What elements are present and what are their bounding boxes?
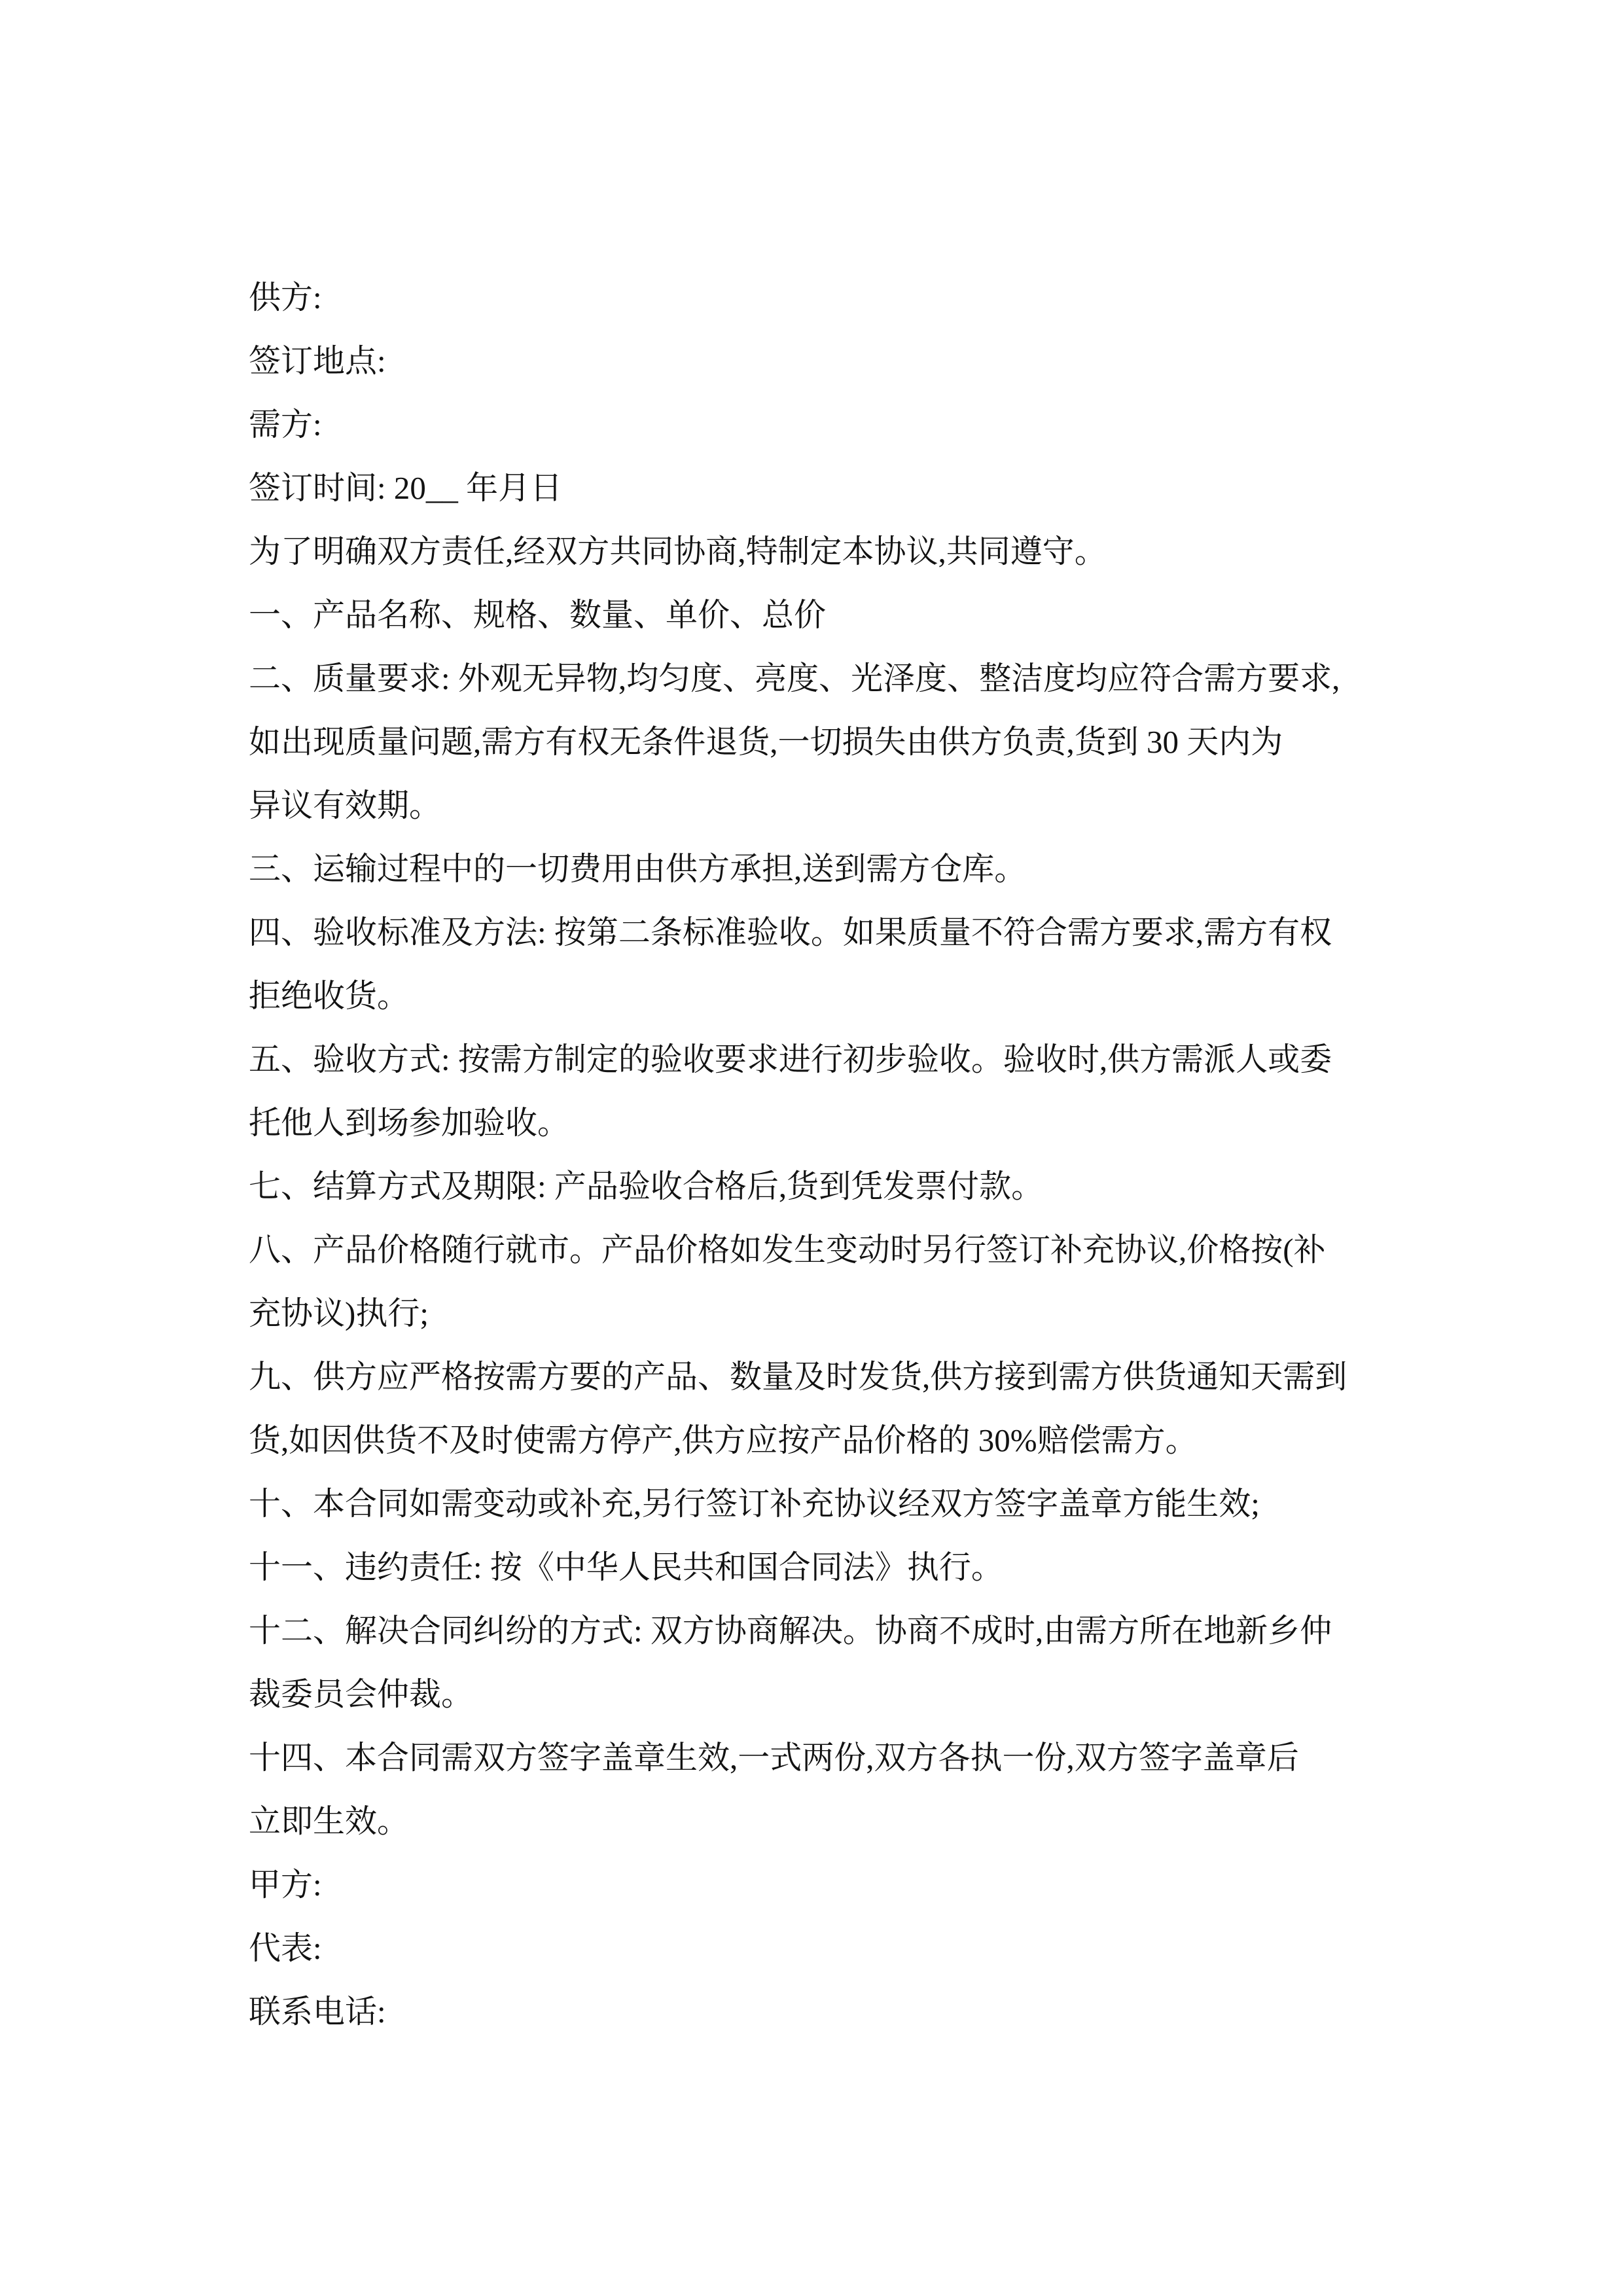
text-line: 需方: <box>249 406 322 442</box>
text-line: 联系电话: <box>249 1994 386 2030</box>
text-line: 甲方: <box>249 1867 322 1903</box>
text-line: 十一、违约责任: 按《中华人民共和国合同法》执行。 <box>249 1549 1003 1585</box>
text-line: 货,如因供货不及时使需方停产,供方应按产品价格的 30%赔偿需方。 <box>249 1422 1198 1458</box>
text-line: 十二、解决合同纠纷的方式: 双方协商解决。协商不成时,由需方所在地新乡仲 <box>249 1613 1332 1649</box>
text-line: 供方: <box>249 279 322 315</box>
document-body <box>249 266 1420 2043</box>
text-line: 充协议)执行; <box>249 1295 429 1331</box>
text-line: 一、产品名称、规格、数量、单价、总价 <box>249 597 827 633</box>
text-line: 五、验收方式: 按需方制定的验收要求进行初步验收。验收时,供方需派人或委 <box>249 1041 1332 1077</box>
text-line: 八、产品价格随行就市。产品价格如发生变动时另行签订补充协议,价格按(补 <box>249 1232 1326 1268</box>
text-line: 代表: <box>249 1930 322 1966</box>
text-line: 三、运输过程中的一切费用由供方承担,送到需方仓库。 <box>249 851 1027 887</box>
text-line: 裁委员会仲裁。 <box>249 1676 474 1712</box>
text-line: 七、结算方式及期限: 产品验收合格后,货到凭发票付款。 <box>249 1168 1044 1204</box>
text-line: 如出现质量问题,需方有权无条件退货,一切损失由供方负责,货到 30 天内为 <box>249 724 1283 760</box>
text-line: 拒绝收货。 <box>249 978 410 1014</box>
text-line: 异议有效期。 <box>249 787 442 823</box>
text-line: 托他人到场参加验收。 <box>249 1105 570 1141</box>
text-line: 二、质量要求: 外观无异物,均匀度、亮度、光泽度、整洁度均应符合需方要求, <box>249 660 1340 696</box>
text-line: 四、验收标准及方法: 按第二条标准验收。如果质量不符合需方要求,需方有权 <box>249 914 1332 950</box>
text-line: 为了明确双方责任,经双方共同协商,特制定本协议,共同遵守。 <box>249 533 1107 569</box>
text-line: 签订地点: <box>249 343 386 379</box>
text-line: 立即生效。 <box>249 1803 410 1839</box>
text-line: 十四、本合同需双方签字盖章生效,一式两份,双方各执一份,双方签字盖章后 <box>249 1740 1299 1776</box>
text-line: 十、本合同如需变动或补充,另行签订补充协议经双方签字盖章方能生效; <box>249 1486 1260 1522</box>
text-line: 九、供方应严格按需方要的产品、数量及时发货,供方接到需方供货通知天需到 <box>249 1359 1347 1395</box>
text-line: 签订时间: 20__ 年月日 <box>249 470 563 506</box>
